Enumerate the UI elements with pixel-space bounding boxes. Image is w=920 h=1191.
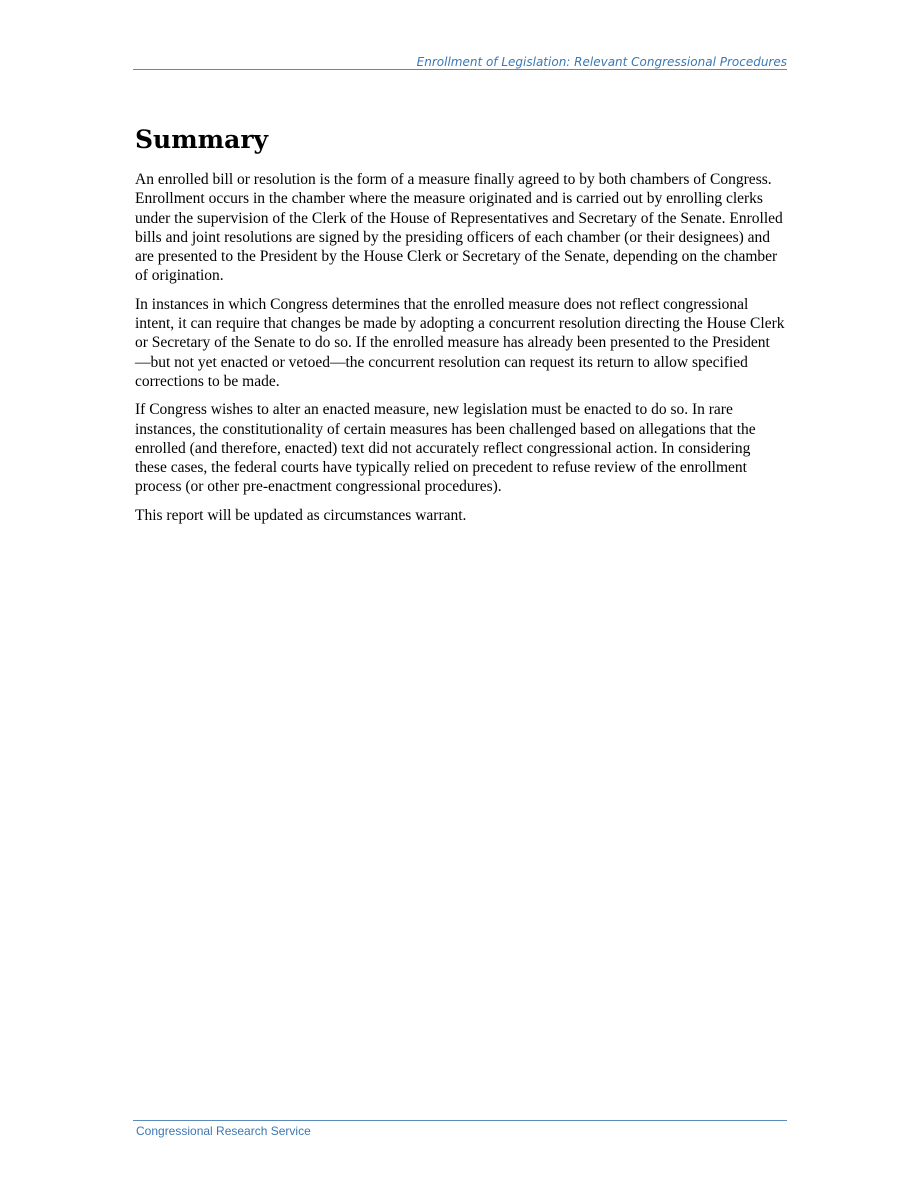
running-header-title: Enrollment of Legislation: Relevant Congressional Procedures <box>416 55 787 69</box>
paragraph: In instances in which Congress determines that the enrolled measure does not reflect congressional intent, it can require that changes be made by adopting a concurrent resolution directing the House Clerk or Secretary of the Senate to do so. If the enrolled measure has already been presented to the President—but not yet enacted or vetoed—the concurrent resolution can request its return to allow specified corrections to be made. <box>135 295 785 390</box>
paragraph: An enrolled bill or resolution is the form of a measure finally agreed to by both chambers of Congress. Enrollment occurs in the chamber where the measure originated and is carried out by enrolling clerks under the supervision of the Clerk of the House of Representatives and Secretary of the Senate. Enrolled bills and joint resolutions are signed by the presiding officers of each chamber (or their designees) and are presented to the President by the House Clerk or Secretary of the Senate, depending on the chamber of origination. <box>135 171 783 285</box>
footer-organization: Congressional Research Service <box>136 1124 311 1138</box>
running-footer <box>133 1120 787 1138</box>
paragraph: If Congress wishes to alter an enacted measure, new legislation must be enacted to do so. In rare instances, the constitutionality of certain measures has been challenged based on allegations that the enrolled (and therefore, enacted) text did not accurately reflect congressional action. In considering these cases, the federal courts have typically relied on precedent to refuse review of the enrollment process (or other pre-enactment congressional procedures). <box>135 401 756 496</box>
running-header <box>133 53 787 70</box>
paragraph: This report will be updated as circumstances warrant. <box>135 506 467 524</box>
summary-section <box>135 122 785 534</box>
section-title: Summary <box>135 125 269 154</box>
